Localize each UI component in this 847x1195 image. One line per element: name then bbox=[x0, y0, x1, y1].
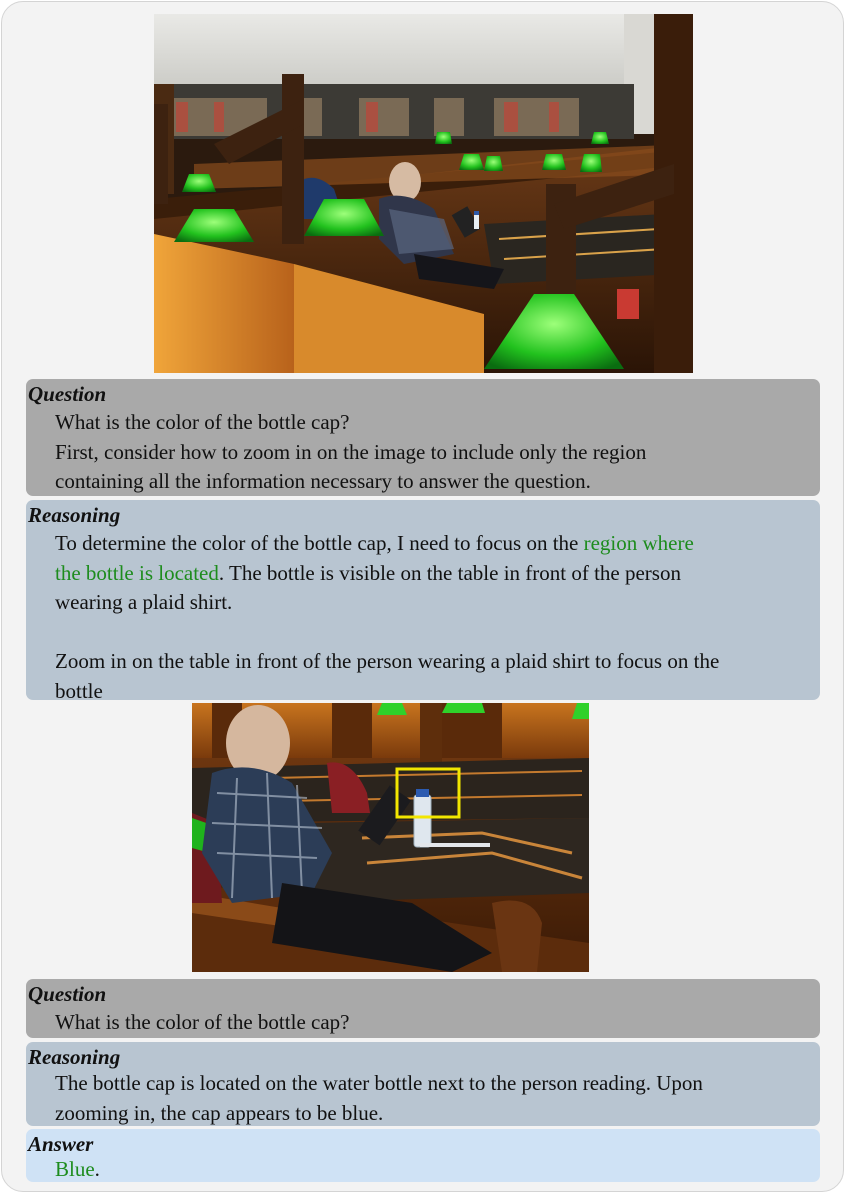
highlighted-region-text: the bottle is located bbox=[55, 560, 219, 585]
question-text bbox=[55, 408, 816, 497]
answer-value: Blue bbox=[55, 1157, 95, 1181]
reasoning-text bbox=[55, 1069, 816, 1128]
zoomed-photo bbox=[192, 703, 589, 972]
question-panel-1 bbox=[26, 379, 820, 496]
reasoning-text-segment: . The bottle is visible on the table in front of the person bbox=[218, 560, 681, 585]
reasoning-line bbox=[55, 529, 816, 559]
library-photo bbox=[154, 14, 693, 373]
reasoning-line: wearing a plaid shirt. bbox=[55, 590, 233, 614]
reasoning-line: zooming in, the cap appears to be blue. bbox=[55, 1100, 384, 1125]
reasoning-heading: Reasoning bbox=[28, 503, 121, 527]
reasoning-text-segment: To determine the color of the bottle cap, I need to focus on the bbox=[55, 531, 584, 555]
question-line: What is the color of the bottle cap? bbox=[55, 410, 350, 434]
reasoning-panel-2 bbox=[26, 1042, 820, 1126]
question-line: containing all the information necessary to answer the question. bbox=[55, 469, 591, 493]
question-heading: Question bbox=[28, 382, 107, 406]
reasoning-line: The bottle cap is located on the water bottle next to the person reading. Upon bbox=[55, 1071, 703, 1095]
answer-text bbox=[55, 1155, 816, 1185]
question-line: What is the color of the bottle cap? bbox=[55, 1010, 350, 1034]
zoom-instruction-line: bottle bbox=[55, 678, 103, 703]
question-heading: Question bbox=[28, 982, 107, 1006]
answer-suffix: . bbox=[94, 1157, 100, 1181]
reasoning-text bbox=[55, 529, 816, 706]
reasoning-panel-1 bbox=[26, 500, 820, 703]
answer-heading: Answer bbox=[28, 1132, 94, 1156]
question-panel-2 bbox=[26, 979, 820, 1038]
answer-panel bbox=[26, 1129, 820, 1182]
highlighted-region-text: region where bbox=[583, 531, 694, 555]
reasoning-heading: Reasoning bbox=[28, 1045, 121, 1069]
blank-line bbox=[55, 618, 816, 648]
reasoning-line bbox=[55, 559, 816, 589]
question-line: First, consider how to zoom in on the image to include only the region bbox=[55, 439, 647, 464]
zoom-instruction-line: Zoom in on the table in front of the person wearing a plaid shirt to focus on the bbox=[55, 649, 720, 673]
